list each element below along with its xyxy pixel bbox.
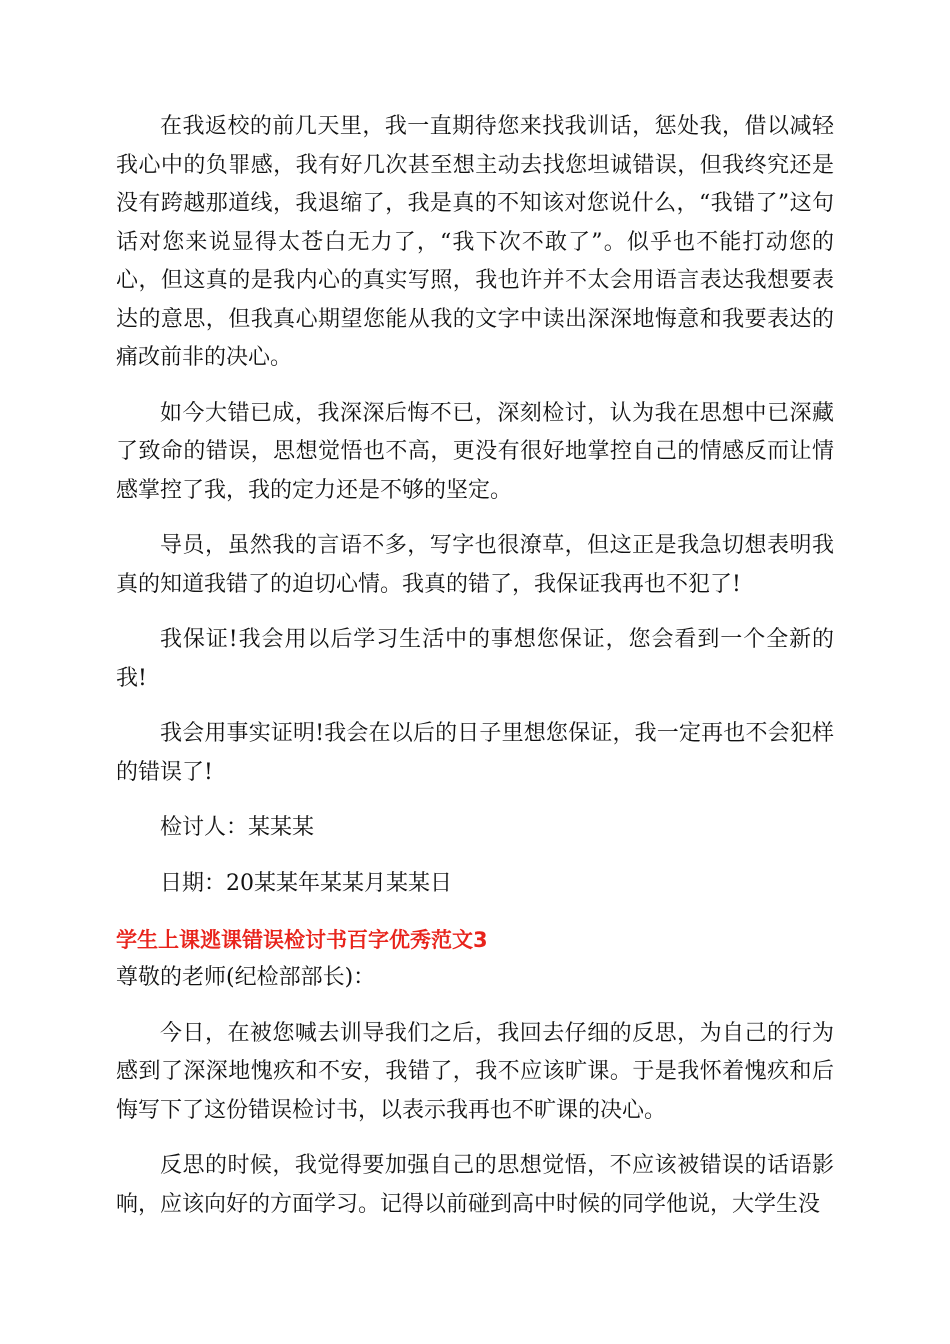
paragraph: 反思的时候，我觉得要加强自己的思想觉悟，不应该被错误的话语影响，应该向好的方面学习。记得以前碰到高中时候的同学他说，大学生没 [116,1153,834,1217]
paragraph: 导员，虽然我的言语不多，写字也很潦草，但这正是我急切想表明我真的知道我错了的迫切心情。我真的错了，我保证我再也不犯了! [116,533,834,597]
section-title: 学生上课逃课错误检讨书百字优秀范文3 [116,928,488,952]
paragraph: 如今大错已成，我深深后悔不已，深刻检讨，认为我在思想中已深藏了致命的错误，思想觉悟也不高，更没有很好地掌控自己的情感反而让情感掌控了我，我的定力还是不够的坚定。 [116,400,834,503]
paragraph: 我保证!我会用以后学习生活中的事想您保证，您会看到一个全新的我! [116,627,834,691]
signer-line: 检讨人：某某某 [160,815,315,840]
salutation: 尊敬的老师(纪检部部长)： [116,965,376,990]
paragraph: 今日，在被您喊去训导我们之后，我回去仔细的反思，为自己的行为感到了深深地愧疚和不安，我错了，我不应该旷课。于是我怀着愧疚和后悔写下了这份错误检讨书，以表示我再也不旷课的决心。 [116,1020,834,1123]
date-line: 日期：20某某年某某月某某日 [160,870,452,896]
paragraph: 我会用事实证明!我会在以后的日子里想您保证，我一定再也不会犯样的错误了! [116,721,834,785]
paragraph: 在我返校的前几天里，我一直期待您来找我训话，惩处我，借以减轻我心中的负罪感，我有好几次甚至想主动去找您坦诚错误，但我终究还是没有跨越那道线，我退缩了，我是真的不知该对您说什么，“我错了”这句话对您来说显得太苍白无力了，“我下次不敢了”。似乎也不能打动您的心，但这真的是我内心的真实写照，我也许并不太会用语言表达我想要表达的意思，但我真心期望您能从我的文字中读出深深地悔意和我要表达的痛改前非的决心。 [116,114,834,370]
